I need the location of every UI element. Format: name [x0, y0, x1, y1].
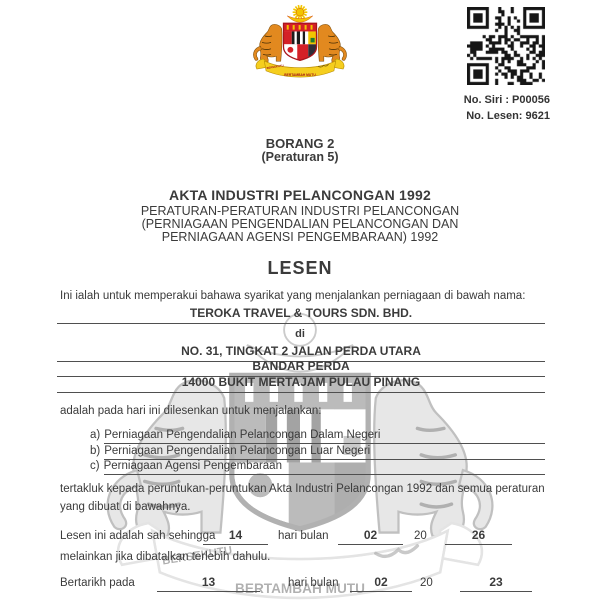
licensed-for-statement: adalah pada hari ini dilesenkan untuk menjalankan: [60, 405, 322, 417]
dated-month-field: 02 [350, 576, 412, 592]
dated-year-field: 23 [460, 576, 532, 592]
act-subtitle-2: (PERNIAGAAN PENGENDALIAN PELANCONGAN DAN [141, 217, 459, 231]
revoke-clause: melainkan jika dibatalkan terlebih dahulu. [60, 551, 271, 563]
activity-prefix: a) [90, 429, 101, 441]
subject-clause-line-2: yang dibuat di bawahnya. [60, 501, 191, 513]
dated-mid-label: hari bulan [288, 577, 339, 589]
validity-year-field: 26 [445, 529, 512, 545]
regulation-number: (Peraturan 5) [261, 150, 339, 164]
activity-item-a [90, 429, 545, 444]
validity-century: 20 [414, 530, 427, 542]
validity-mid-label: hari bulan [278, 530, 329, 542]
intro-statement: Ini ialah untuk memperakui bahawa syarikat yang menjalankan perniagaan di bawah nama: [60, 290, 526, 302]
act-subtitle-3: PERNIAGAAN AGENSI PENGEMBARAAN) 1992 [161, 230, 439, 244]
activity-prefix: b) [90, 445, 101, 457]
validity-prefix: Lesen ini adalah sah sehingga [60, 530, 216, 542]
company-name: TEROKA TRAVEL & TOURS SDN. BHD. [57, 306, 545, 324]
act-title: AKTA INDUSTRI PELANCONGAN 1992 [169, 187, 431, 203]
validity-day-field: 14 [203, 529, 268, 545]
document-title: LESEN [267, 258, 333, 278]
address-line-3: 14000 BUKIT MERTAJAM PULAU PINANG [57, 375, 545, 393]
activity-label: Perniagaan Pengendalian Pelancongan Dalam Negeri [104, 429, 545, 444]
activity-label: Perniagaan Agensi Pengembaraan [104, 460, 545, 475]
act-subtitle-1: PERATURAN-PERATURAN INDUSTRI PELANCONGAN [140, 204, 460, 218]
qr-code-image [467, 7, 545, 85]
dated-prefix: Bertarikh pada [60, 577, 135, 589]
at-word: di [295, 328, 305, 340]
address-line-1: NO. 31, TINGKAT 2 JALAN PERDA UTARA [57, 344, 545, 362]
activity-item-b [90, 445, 545, 460]
subject-clause-line-1: tertakluk kepada peruntukan-peruntukan Akta Industri Pelancongan 1992 dan semua peraturan [60, 483, 545, 495]
dated-day-field: 13 [157, 576, 260, 592]
serial-no: No. Siri : P00056 [463, 94, 550, 106]
form-number: BORANG 2 [265, 136, 335, 151]
activity-label: Perniagaan Pengendalian Pelancongan Luar Negeri [104, 445, 545, 460]
license-no: No. Lesen: 9621 [466, 110, 550, 122]
malaysia-coat-of-arms [245, 3, 355, 81]
address-line-2: BANDAR PERDA [57, 359, 545, 377]
validity-month-field: 02 [338, 529, 403, 545]
activity-item-c [90, 460, 545, 475]
activity-prefix: c) [90, 460, 100, 472]
dated-century: 20 [420, 577, 433, 589]
serial-numbers [464, 92, 550, 124]
